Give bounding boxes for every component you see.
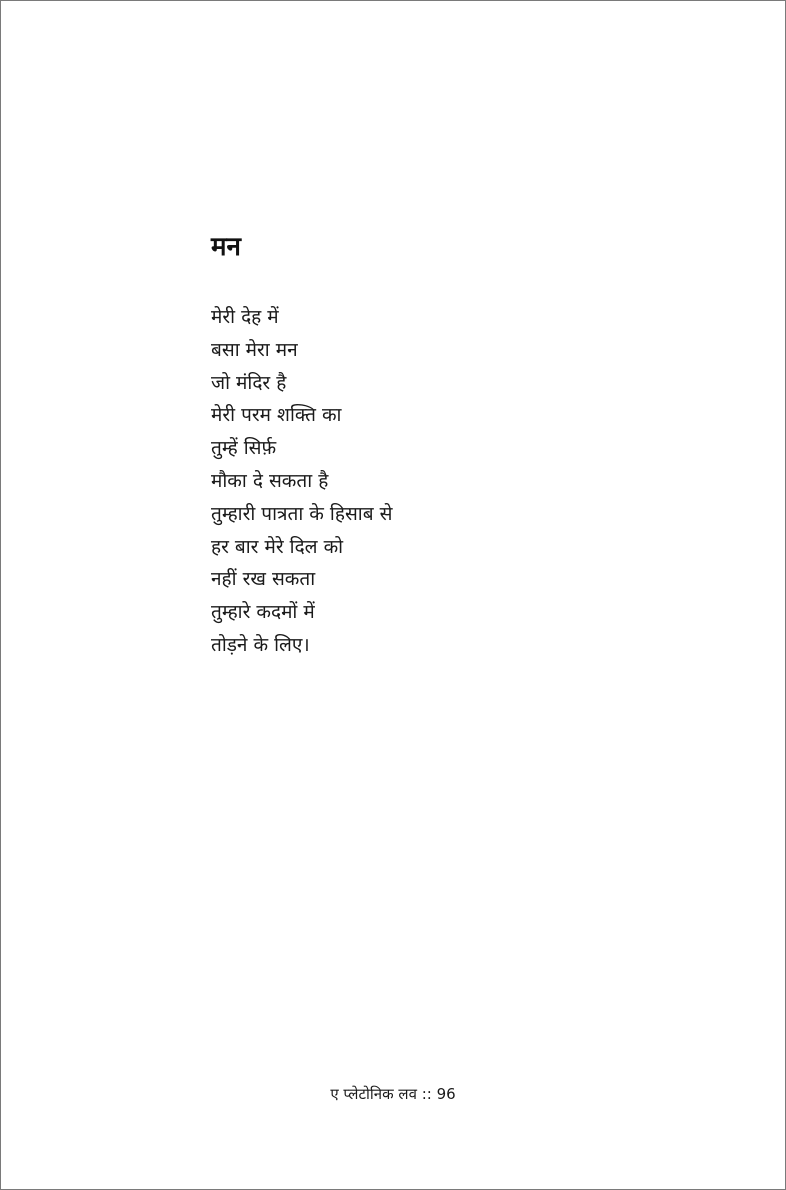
poem-line: नहीं रख सकता xyxy=(211,568,316,591)
poem-body xyxy=(211,301,392,662)
poem-line: बसा मेरा मन xyxy=(211,338,298,361)
poem-line: तुम्हें सिर्फ़ xyxy=(211,437,277,460)
poem-line: हर बार मेरे दिल को xyxy=(211,535,344,558)
poem-line: तुम्हारी पात्रता के हिसाब से xyxy=(211,502,393,525)
poem-title: मन xyxy=(211,232,241,262)
poem-line: मौका दे सकता है xyxy=(211,469,329,492)
poem-line: तुम्हारे कदमों में xyxy=(211,601,315,624)
page-footer: ए प्लेटोनिक लव :: 96 xyxy=(330,1085,456,1103)
poem-line: जो मंदिर है xyxy=(211,371,287,394)
poem-line: मेरी देह में xyxy=(211,306,279,328)
poem-line: तोड़ने के लिए। xyxy=(211,633,310,656)
poem-line: मेरी परम शक्ति का xyxy=(211,404,342,427)
